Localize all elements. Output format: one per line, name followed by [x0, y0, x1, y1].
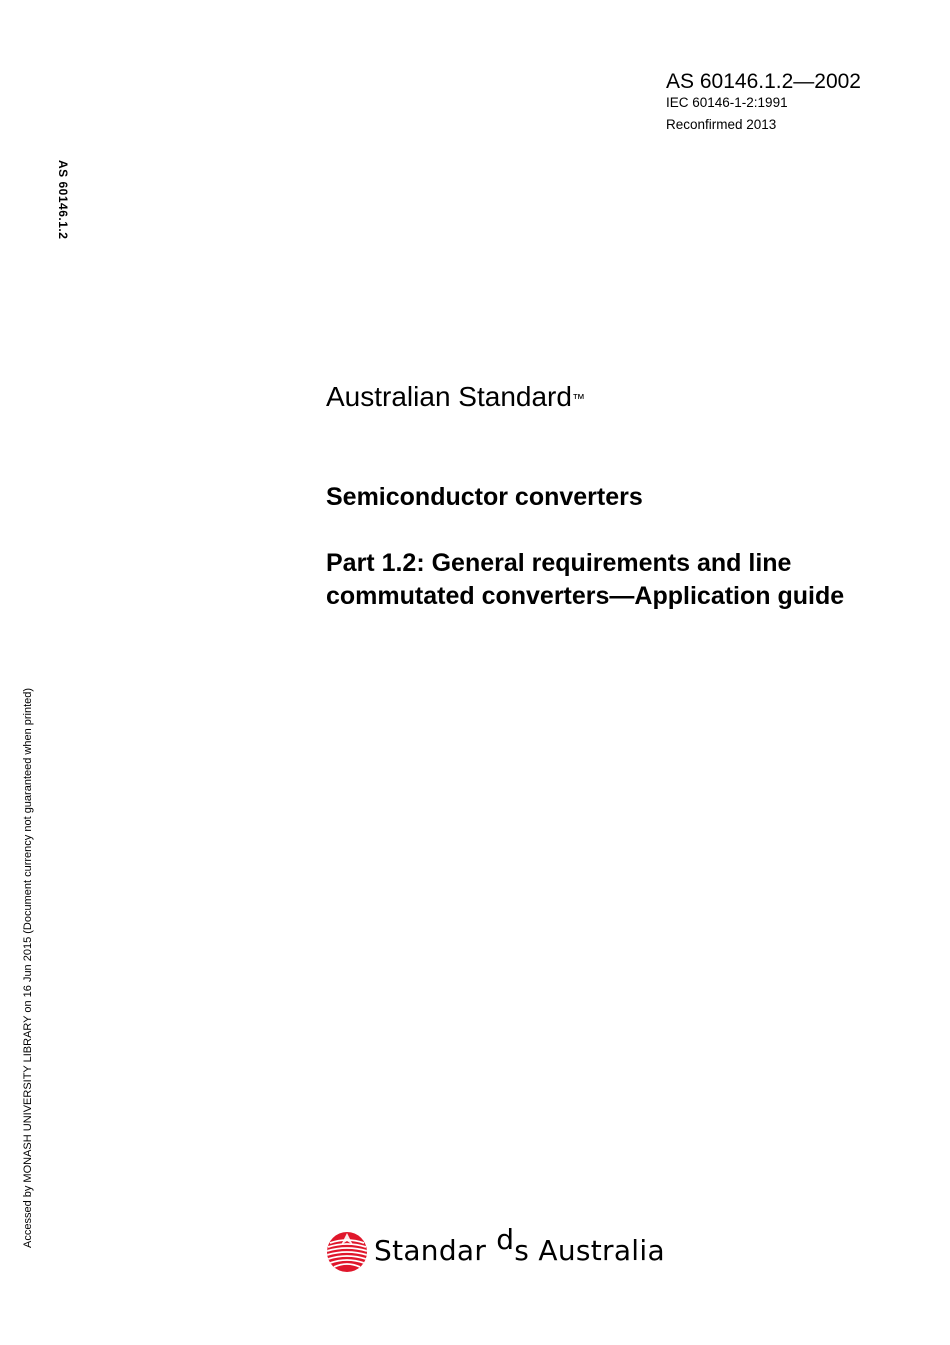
standard-type-heading — [326, 380, 585, 414]
trademark-symbol: ™ — [571, 391, 585, 406]
spine-designation: AS 60146.1.2 — [56, 160, 70, 240]
logo-word-standards-end: s — [514, 1234, 530, 1267]
logo-word-australia: Australia — [538, 1234, 665, 1267]
logo-lifted-d: d — [496, 1223, 515, 1256]
standard-designation: AS 60146.1.2—2002 — [666, 70, 861, 93]
standards-australia-logo — [326, 1223, 706, 1276]
logo-wordmark — [374, 1223, 665, 1268]
reconfirmed-note: Reconfirmed 2013 — [666, 117, 777, 132]
part-title: Part 1.2: General requirements and line commutated converters—Application guide — [326, 549, 845, 610]
logo-word-standards-start: Standar — [374, 1234, 487, 1267]
document-subject: Semiconductor converters — [326, 483, 643, 511]
iec-reference: IEC 60146-1-2:1991 — [666, 95, 788, 110]
standard-type-label: Australian Standard — [326, 381, 572, 412]
access-note: Accessed by MONASH UNIVERSITY LIBRARY on 16 Jun 2015 (Document currency not guaranteed when printed) — [22, 687, 34, 1248]
logo-globe-icon — [326, 1231, 368, 1273]
